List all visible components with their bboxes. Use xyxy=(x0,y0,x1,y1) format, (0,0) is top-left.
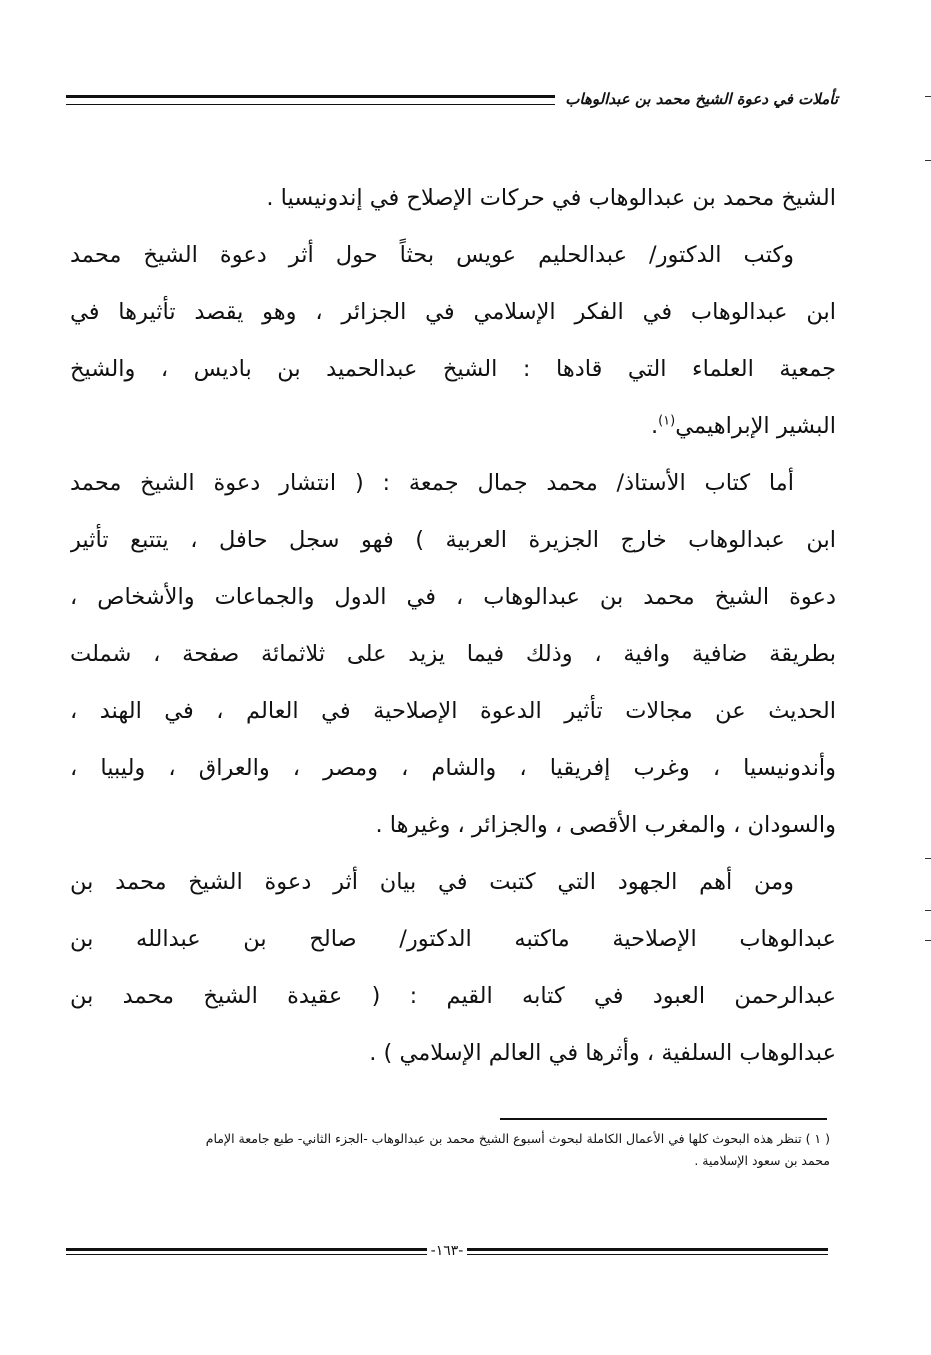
footer-rule-left xyxy=(66,1248,427,1255)
text-line: جمعية العلماء التي قادها : الشيخ عبدالحميد بن باديس ، والشيخ xyxy=(70,356,836,382)
footnote-separator xyxy=(500,1118,827,1120)
margin-mark xyxy=(925,858,931,859)
sentence-end: . xyxy=(650,413,659,439)
margin-mark xyxy=(925,940,931,941)
text-line: بطريقة ضافية وافية ، وذلك فيما يزيد على ثلاثمائة صفحة ، شملت xyxy=(70,641,836,667)
page-number: -١٦٣- xyxy=(430,1243,464,1259)
header-rule xyxy=(66,95,555,105)
margin-mark xyxy=(925,96,931,97)
running-header-title: تأملات في دعوة الشيخ محمد بن عبدالوهاب xyxy=(565,90,838,108)
text-line xyxy=(70,398,836,455)
main-text xyxy=(70,170,836,1082)
text-line: دعوة الشيخ محمد بن عبدالوهاب ، في الدول والجماعات والأشخاص ، xyxy=(70,584,836,610)
footnote-reference: (١) xyxy=(658,413,676,429)
text-line: ابن عبدالوهاب خارج الجزيرة العربية ) فهو سجل حافل ، يتتبع تأثير xyxy=(70,527,836,553)
footer-rule-right xyxy=(467,1248,828,1255)
text-line: عبدالوهاب السلفية ، وأثرها في العالم الإسلامي ) . xyxy=(369,1040,836,1066)
text-line: الشيخ محمد بن عبدالوهاب في حركات الإصلاح في إندونيسيا . xyxy=(266,185,836,211)
footnote xyxy=(60,1128,830,1172)
running-header xyxy=(66,84,838,114)
text-line: الحديث عن مجالات تأثير الدعوة الإصلاحية في العالم ، في الهند ، xyxy=(70,698,836,724)
text-line: ومن أهم الجهود التي كتبت في بيان أثر دعوة الشيخ محمد بن xyxy=(70,869,794,895)
text-line: والسودان ، والمغرب الأقصى ، والجزائر ، وغيرها . xyxy=(375,812,836,838)
text-line: أما كتاب الأستاذ/ محمد جمال جمعة : ( انتشار دعوة الشيخ محمد xyxy=(70,470,794,496)
page-footer xyxy=(66,1243,828,1259)
footnote-line: ( ١ ) تنظر هذه البحوث كلها في الأعمال الكاملة لبحوث أسبوع الشيخ محمد بن عبدالوهاب -الجزء الثاني- طبع جامعة الإمام xyxy=(205,1131,830,1146)
margin-mark xyxy=(925,910,931,911)
text-line: وكتب الدكتور/ عبدالحليم عويس بحثاً حول أثر دعوة الشيخ محمد xyxy=(70,242,794,268)
text-line: عبدالوهاب الإصلاحية ماكتبه الدكتور/ صالح بن عبدالله بن xyxy=(70,926,836,952)
text-line: عبدالرحمن العبود في كتابه القيم : ( عقيدة الشيخ محمد بن xyxy=(70,983,836,1009)
text-line-content: البشير الإبراهيمي xyxy=(675,413,836,439)
text-line: ابن عبدالوهاب في الفكر الإسلامي في الجزائر ، وهو يقصد تأثيرها في xyxy=(70,299,836,325)
margin-mark xyxy=(925,160,931,161)
text-line: وأندونيسيا ، وغرب إفريقيا ، والشام ، ومصر ، والعراق ، وليبيا ، xyxy=(70,755,836,781)
footnote-line: محمد بن سعود الإسلامية . xyxy=(694,1153,830,1168)
